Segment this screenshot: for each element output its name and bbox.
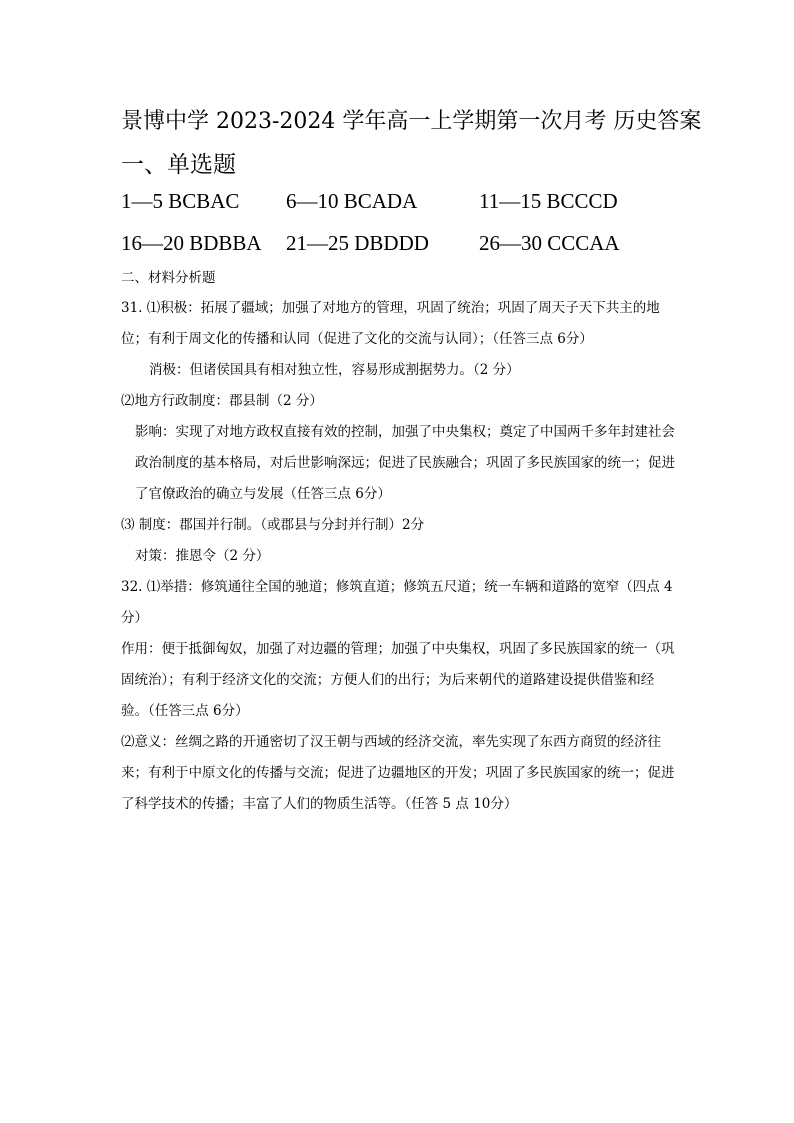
q31-part3-policy: 对策：推恩令（2 分） xyxy=(135,548,270,564)
document-title: 景博中学 2023-2024 学年高一上学期第一次月考 历史答案 xyxy=(121,109,702,134)
answer-group: 1—5 BCBAC xyxy=(121,189,240,213)
section-heading-single-choice: 一、单选题 xyxy=(121,152,236,178)
q31-part2-system: ⑵地方行政制度：郡县制（2 分） xyxy=(121,393,323,409)
q31-part3-system: ⑶ 制度：郡国并行制。（或郡县与分封并行制）2分 xyxy=(121,517,425,533)
answer-group: 11—15 BCCCD xyxy=(479,189,618,213)
q32-part1-effects: 作用：便于抵御匈奴，加强了对边疆的管理；加强了中央集权，巩固了多民族国家的统一（巩固统治）；有利于经济文化的交流；方便人们的出行；为后来朝代的道路建设提供借鉴和经验。（任答三点 6分） xyxy=(121,641,675,719)
q32-part2-significance: ⑵意义：丝绸之路的开通密切了汉王朝与西域的经济交流，率先实现了东西方商贸的经济往来；有利于中原文化的传播与交流；促进了边疆地区的开发；巩固了多民族国家的统一；促进了科学技术的传播；丰富了人们的物质生活等。（任答 5 点 10分） xyxy=(121,734,675,812)
answer-row xyxy=(121,231,620,256)
answer-row xyxy=(121,189,618,214)
answer-group: 26—30 CCCAA xyxy=(479,231,620,255)
section-heading-material-analysis: 二、材料分析题 xyxy=(121,270,216,286)
q31-part1-negative: 消极：但诸侯国具有相对独立性，容易形成割据势力。（2 分） xyxy=(149,362,520,378)
answer-group: 6—10 BCADA xyxy=(286,189,418,213)
q31-part2-impact: 影响：实现了对地方政权直接有效的控制，加强了中央集权；奠定了中国两千多年封建社会政治制度的基本格局，对后世影响深远；促进了民族融合；巩固了多民族国家的统一；促进了官僚政治的确立与发展（任答三点 6分） xyxy=(135,424,675,502)
answer-group: 16—20 BDBBA xyxy=(121,231,262,255)
answer-group: 21—25 DBDDD xyxy=(286,231,429,255)
q32-part1-measures: 32. ⑴举措：修筑通往全国的驰道；修筑直道；修筑五尺道；统一车辆和道路的宽窄（四点 4分） xyxy=(121,579,673,626)
q31-part1-positive: 31. ⑴积极：拓展了疆域；加强了对地方的管理，巩固了统治；巩固了周天子天下共主的地位；有利于周文化的传播和认同（促进了文化的交流与认同）；（任答三点 6分） xyxy=(121,300,660,347)
